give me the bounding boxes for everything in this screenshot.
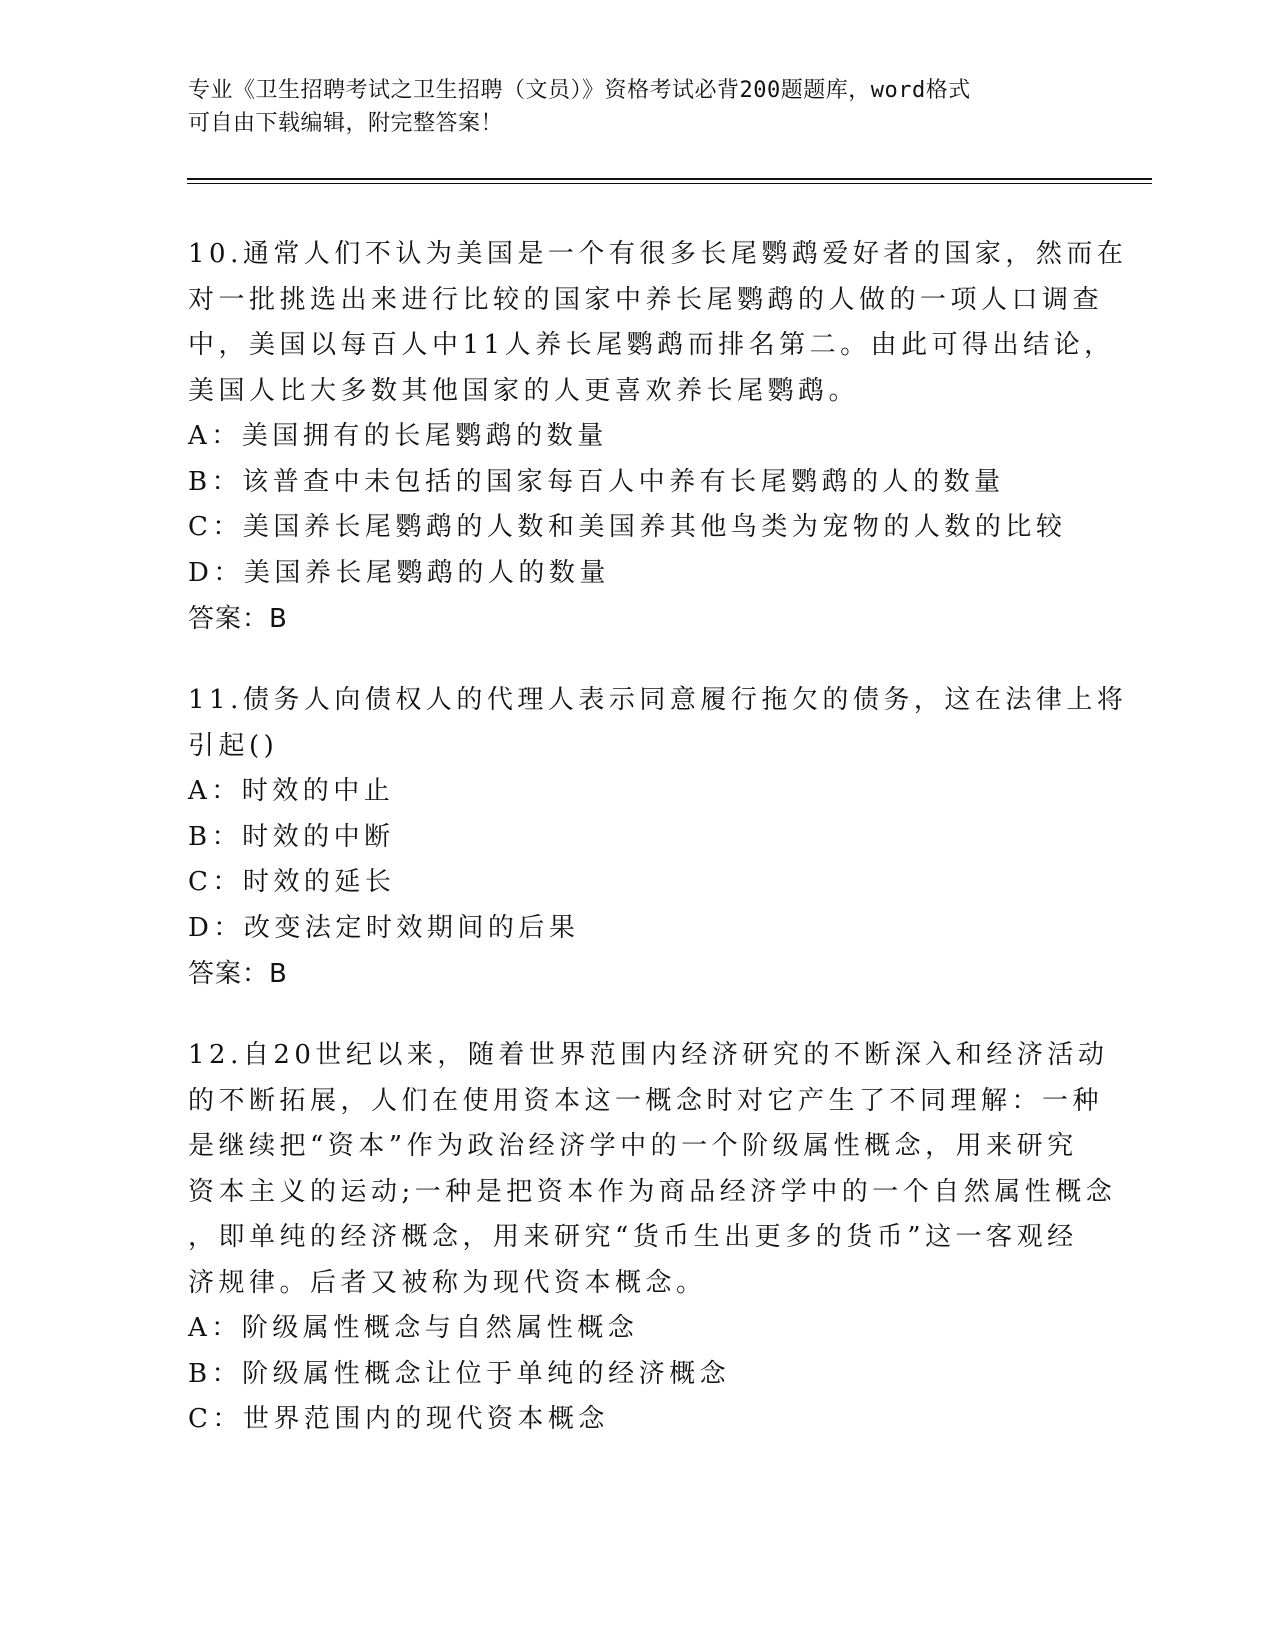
question-text-line: ，即单纯的经济概念，用来研究“货币生出更多的货币”这一客观经 [188, 1222, 1078, 1252]
answer-text: 答案：B [188, 959, 288, 989]
question-text-line: 是继续把“资本”作为政治经济学中的一个阶级属性概念，用来研究 [188, 1131, 1078, 1161]
option-c: C：美国养长尾鹦鹉的人数和美国养其他鸟类为宠物的人数的比较 [188, 512, 1067, 542]
option-c: C：世界范围内的现代资本概念 [188, 1404, 609, 1434]
header-rule-thick [187, 178, 1152, 180]
question-list [188, 232, 1128, 1479]
question-text-line: 11.债务人向债权人的代理人表示同意履行拖欠的债务，这在法律上将 [188, 685, 1128, 715]
option-a: A：时效的中止 [188, 776, 395, 806]
question-text-line: 对一批挑选出来进行比较的国家中养长尾鹦鹉的人做的一项人口调查 [188, 284, 1104, 315]
option-d: D：美国养长尾鹦鹉的人的数量 [188, 557, 610, 588]
question-text-line: 引起() [188, 730, 279, 761]
question-text-line: 美国人比大多数其他国家的人更喜欢养长尾鹦鹉。 [188, 375, 860, 406]
question-text-line: 12.自20世纪以来，随着世界范围内经济研究的不断深入和经济活动 [188, 1040, 1109, 1070]
header-rule-thin [187, 183, 1152, 184]
option-b: B：阶级属性概念让位于单纯的经济概念 [188, 1358, 731, 1389]
question-text-line: 的不断拓展，人们在使用资本这一概念时对它产生了不同理解：一种 [188, 1085, 1104, 1116]
option-a: A：阶级属性概念与自然属性概念 [188, 1313, 639, 1343]
question-text-line: 10.通常人们不认为美国是一个有很多长尾鹦鹉爱好者的国家，然而在 [188, 239, 1128, 269]
document-header [188, 74, 1068, 140]
question-text-line: 资本主义的运动;一种是把资本作为商品经济学中的一个自然属性概念 [188, 1176, 1117, 1207]
answer-text: 答案：B [188, 604, 288, 634]
option-a: A：美国拥有的长尾鹦鹉的数量 [188, 421, 608, 451]
question-11 [188, 678, 1128, 997]
question-10 [188, 232, 1128, 642]
option-c: C：时效的延长 [188, 867, 396, 897]
question-text-line: 中，美国以每百人中11人养长尾鹦鹉而排名第二。由此可得出结论， [188, 330, 1115, 360]
question-text-line: 济规律。后者又被称为现代资本概念。 [188, 1267, 707, 1298]
option-b: B：该普查中未包括的国家每百人中养有长尾鹦鹉的人的数量 [188, 466, 1005, 497]
option-d: D：改变法定时效期间的后果 [188, 912, 580, 943]
question-12 [188, 1033, 1117, 1443]
header-line-1: 专业《卫生招聘考试之卫生招聘（文员）》资格考试必背200题题库，word格式 [188, 78, 971, 103]
header-line-2: 可自由下载编辑，附完整答案！ [188, 111, 504, 136]
option-b: B：时效的中断 [188, 821, 395, 852]
